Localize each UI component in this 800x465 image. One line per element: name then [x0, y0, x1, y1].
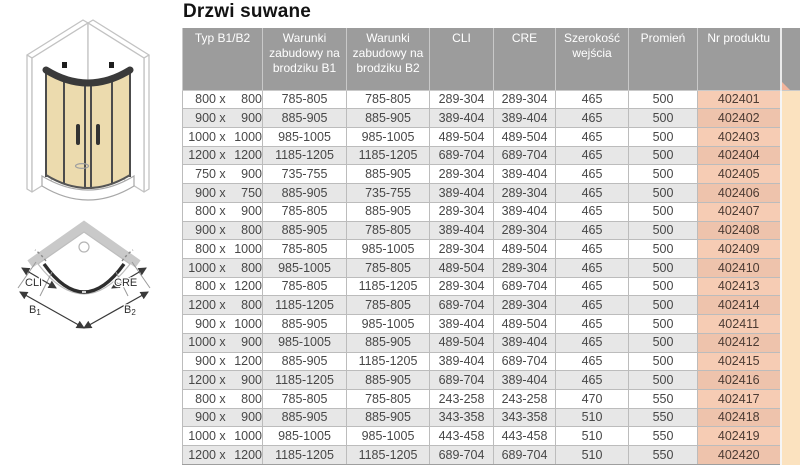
szerokosc-cell: 465	[556, 146, 629, 165]
typ-cell: 750 x 900	[183, 165, 263, 184]
col-header-cli: CLI	[430, 28, 494, 90]
shower-front-diagram	[12, 6, 177, 216]
warunki-b1-cell: 885-905	[263, 315, 347, 334]
typ-cell: 1200 x 1200	[183, 146, 263, 165]
nr-produktu-cell: 402411	[698, 315, 781, 334]
cli-cell: 389-404	[430, 109, 494, 128]
typ-cell: 1000 x 1000	[183, 427, 263, 446]
col-header-cre: CRE	[494, 28, 556, 90]
right-margin-cell	[781, 446, 800, 465]
right-margin-cell	[781, 371, 800, 390]
cre-cell: 343-358	[494, 408, 556, 427]
product-row	[183, 109, 800, 128]
product-row	[183, 184, 800, 203]
product-row	[183, 127, 800, 146]
szerokosc-cell: 465	[556, 109, 629, 128]
cre-cell: 289-304	[494, 90, 556, 109]
promien-cell: 500	[629, 146, 698, 165]
cli-cell: 343-358	[430, 408, 494, 427]
typ-cell: 1000 x 800	[183, 258, 263, 277]
promien-cell: 500	[629, 333, 698, 352]
nr-produktu-cell: 402408	[698, 221, 781, 240]
warunki-b2-cell: 785-805	[347, 258, 430, 277]
col-header-nr-produktu: Nr produktu	[698, 28, 781, 90]
cli-cell: 443-458	[430, 427, 494, 446]
warunki-b2-cell: 785-805	[347, 296, 430, 315]
szerokosc-cell: 470	[556, 390, 629, 409]
nr-produktu-cell: 402407	[698, 202, 781, 221]
promien-cell: 500	[629, 90, 698, 109]
typ-cell: 1200 x 1200	[183, 446, 263, 465]
cli-cell: 389-404	[430, 221, 494, 240]
right-margin-cell	[781, 333, 800, 352]
szerokosc-cell: 465	[556, 221, 629, 240]
col-header-margin	[781, 28, 800, 90]
cre-cell: 489-504	[494, 127, 556, 146]
product-row	[183, 296, 800, 315]
warunki-b1-cell: 785-805	[263, 90, 347, 109]
warunki-b1-cell: 785-805	[263, 240, 347, 259]
warunki-b1-cell: 885-905	[263, 352, 347, 371]
warunki-b1-cell: 785-805	[263, 202, 347, 221]
promien-cell: 550	[629, 427, 698, 446]
right-margin-cell	[781, 296, 800, 315]
promien-cell: 500	[629, 221, 698, 240]
cre-cell: 389-404	[494, 333, 556, 352]
product-row	[183, 146, 800, 165]
typ-cell: 1200 x 800	[183, 296, 263, 315]
promien-cell: 500	[629, 240, 698, 259]
product-row	[183, 90, 800, 109]
shower-top-view-diagram	[12, 216, 177, 351]
product-row	[183, 371, 800, 390]
cre-cell: 689-704	[494, 277, 556, 296]
col-header-typ: Typ B1/B2	[183, 28, 263, 90]
drain	[79, 242, 89, 252]
cli-cell: 489-504	[430, 333, 494, 352]
promien-cell: 550	[629, 390, 698, 409]
typ-cell: 800 x 800	[183, 390, 263, 409]
warunki-b2-cell: 1185-1205	[347, 352, 430, 371]
product-row	[183, 446, 800, 465]
product-row	[183, 165, 800, 184]
right-margin-cell	[781, 315, 800, 334]
szerokosc-cell: 510	[556, 446, 629, 465]
promien-cell: 500	[629, 109, 698, 128]
cre-cell: 289-304	[494, 184, 556, 203]
szerokosc-cell: 465	[556, 333, 629, 352]
warunki-b2-cell: 885-905	[347, 202, 430, 221]
typ-cell: 900 x 1000	[183, 315, 263, 334]
warunki-b2-cell: 885-905	[347, 408, 430, 427]
right-margin-cell	[781, 258, 800, 277]
cre-cell: 689-704	[494, 352, 556, 371]
typ-cell: 900 x 900	[183, 408, 263, 427]
typ-cell: 800 x 800	[183, 90, 263, 109]
cre-cell: 389-404	[494, 371, 556, 390]
szerokosc-cell: 465	[556, 352, 629, 371]
cre-cell: 389-404	[494, 202, 556, 221]
warunki-b1-cell: 735-755	[263, 165, 347, 184]
warunki-b2-cell: 885-905	[347, 165, 430, 184]
product-row	[183, 390, 800, 409]
promien-cell: 550	[629, 446, 698, 465]
cre-label: CRE	[114, 277, 138, 289]
dim-b2	[84, 292, 148, 328]
right-margin-cell	[781, 165, 800, 184]
nr-produktu-cell: 402413	[698, 277, 781, 296]
right-margin-cell	[781, 277, 800, 296]
promien-cell: 500	[629, 371, 698, 390]
typ-cell: 900 x 800	[183, 221, 263, 240]
header-row	[183, 28, 800, 90]
szerokosc-cell: 465	[556, 184, 629, 203]
promien-cell: 500	[629, 127, 698, 146]
nr-produktu-cell: 402416	[698, 371, 781, 390]
szerokosc-cell: 465	[556, 277, 629, 296]
cli-cell: 243-258	[430, 390, 494, 409]
product-row	[183, 352, 800, 371]
product-row	[183, 202, 800, 221]
warunki-b1-cell: 985-1005	[263, 258, 347, 277]
cre-cell: 489-504	[494, 240, 556, 259]
szerokosc-cell: 465	[556, 202, 629, 221]
promien-cell: 500	[629, 165, 698, 184]
cli-cell: 289-304	[430, 202, 494, 221]
promien-cell: 500	[629, 202, 698, 221]
cre-cell: 289-304	[494, 296, 556, 315]
nr-produktu-cell: 402404	[698, 146, 781, 165]
typ-cell: 1000 x 1000	[183, 127, 263, 146]
typ-cell: 1000 x 900	[183, 333, 263, 352]
cli-cell: 289-304	[430, 277, 494, 296]
warunki-b2-cell: 735-755	[347, 184, 430, 203]
warunki-b1-cell: 985-1005	[263, 333, 347, 352]
cre-cell: 689-704	[494, 146, 556, 165]
col-header-warunki-b1: Warunki zabudowy na brodziku B1	[263, 28, 347, 90]
warunki-b1-cell: 1185-1205	[263, 371, 347, 390]
warunki-b1-cell: 885-905	[263, 408, 347, 427]
warunki-b1-cell: 985-1005	[263, 127, 347, 146]
nr-produktu-cell: 402410	[698, 258, 781, 277]
cre-cell: 243-258	[494, 390, 556, 409]
right-margin-cell	[781, 202, 800, 221]
b1-label: B1	[29, 304, 41, 317]
cre-cell: 489-504	[494, 315, 556, 334]
product-row	[183, 258, 800, 277]
nr-produktu-cell: 402405	[698, 165, 781, 184]
product-row	[183, 315, 800, 334]
warunki-b1-cell: 1185-1205	[263, 296, 347, 315]
cli-label: CLI	[25, 277, 43, 289]
warunki-b1-cell: 785-805	[263, 277, 347, 296]
promien-cell: 500	[629, 296, 698, 315]
cre-cell: 389-404	[494, 165, 556, 184]
right-margin-cell	[781, 221, 800, 240]
promien-cell: 500	[629, 258, 698, 277]
warunki-b2-cell: 1185-1205	[347, 277, 430, 296]
nr-produktu-cell: 402403	[698, 127, 781, 146]
col-header-promien: Promień	[629, 28, 698, 90]
cre-cell: 443-458	[494, 427, 556, 446]
cli-cell: 489-504	[430, 127, 494, 146]
product-row	[183, 333, 800, 352]
warunki-b2-cell: 985-1005	[347, 127, 430, 146]
typ-cell: 900 x 900	[183, 109, 263, 128]
nr-produktu-cell: 402409	[698, 240, 781, 259]
product-row	[183, 221, 800, 240]
product-table	[182, 28, 800, 465]
warunki-b1-cell: 885-905	[263, 109, 347, 128]
cli-cell: 689-704	[430, 146, 494, 165]
typ-cell: 900 x 750	[183, 184, 263, 203]
promien-cell: 500	[629, 184, 698, 203]
cli-cell: 389-404	[430, 184, 494, 203]
warunki-b1-cell: 1185-1205	[263, 446, 347, 465]
nr-produktu-cell: 402417	[698, 390, 781, 409]
typ-cell: 900 x 1200	[183, 352, 263, 371]
product-row	[183, 240, 800, 259]
col-header-szerokosc: Szerokość wejścia	[556, 28, 629, 90]
warunki-b1-cell: 885-905	[263, 221, 347, 240]
warunki-b2-cell: 985-1005	[347, 427, 430, 446]
szerokosc-cell: 465	[556, 240, 629, 259]
glass-panels	[46, 72, 130, 189]
right-margin-cell	[781, 352, 800, 371]
szerokosc-cell: 465	[556, 296, 629, 315]
promien-cell: 500	[629, 352, 698, 371]
right-margin-cell	[781, 127, 800, 146]
nr-produktu-cell: 402415	[698, 352, 781, 371]
right-margin-cell	[781, 184, 800, 203]
nr-produktu-cell: 402419	[698, 427, 781, 446]
right-margin-cell	[781, 427, 800, 446]
szerokosc-cell: 510	[556, 427, 629, 446]
cli-cell: 389-404	[430, 315, 494, 334]
cre-cell: 289-304	[494, 258, 556, 277]
szerokosc-cell: 465	[556, 127, 629, 146]
szerokosc-cell: 465	[556, 90, 629, 109]
cre-cell: 689-704	[494, 446, 556, 465]
col-header-warunki-b2: Warunki zabudowy na brodziku B2	[347, 28, 430, 90]
typ-cell: 800 x 1200	[183, 277, 263, 296]
szerokosc-cell: 465	[556, 258, 629, 277]
warunki-b1-cell: 1185-1205	[263, 146, 347, 165]
promien-cell: 550	[629, 408, 698, 427]
right-margin-cell	[781, 240, 800, 259]
warunki-b2-cell: 985-1005	[347, 240, 430, 259]
typ-cell: 1200 x 900	[183, 371, 263, 390]
right-margin-cell	[781, 109, 800, 128]
warunki-b2-cell: 785-805	[347, 221, 430, 240]
right-margin-cell	[781, 408, 800, 427]
nr-produktu-cell: 402402	[698, 109, 781, 128]
nr-produktu-cell: 402414	[698, 296, 781, 315]
cre-cell: 389-404	[494, 109, 556, 128]
corner-marker	[782, 82, 790, 90]
szerokosc-cell: 510	[556, 408, 629, 427]
right-margin-cell	[781, 146, 800, 165]
warunki-b2-cell: 885-905	[347, 371, 430, 390]
cre-cell: 289-304	[494, 221, 556, 240]
szerokosc-cell: 465	[556, 371, 629, 390]
nr-produktu-cell: 402418	[698, 408, 781, 427]
szerokosc-cell: 465	[556, 165, 629, 184]
cli-cell: 389-404	[430, 352, 494, 371]
product-row	[183, 408, 800, 427]
warunki-b1-cell: 885-905	[263, 184, 347, 203]
szerokosc-cell: 465	[556, 315, 629, 334]
cli-cell: 689-704	[430, 371, 494, 390]
warunki-b2-cell: 1185-1205	[347, 446, 430, 465]
nr-produktu-cell: 402412	[698, 333, 781, 352]
typ-cell: 800 x 1000	[183, 240, 263, 259]
right-margin-cell	[781, 90, 800, 109]
nr-produktu-cell: 402420	[698, 446, 781, 465]
cli-cell: 289-304	[430, 90, 494, 109]
promien-cell: 500	[629, 277, 698, 296]
promien-cell: 500	[629, 315, 698, 334]
cli-cell: 289-304	[430, 165, 494, 184]
right-margin-cell	[781, 390, 800, 409]
warunki-b2-cell: 885-905	[347, 109, 430, 128]
cli-cell: 689-704	[430, 296, 494, 315]
warunki-b2-cell: 985-1005	[347, 315, 430, 334]
cli-cell: 289-304	[430, 240, 494, 259]
warunki-b1-cell: 985-1005	[263, 427, 347, 446]
cli-cell: 689-704	[430, 446, 494, 465]
warunki-b2-cell: 1185-1205	[347, 146, 430, 165]
cli-cell: 489-504	[430, 258, 494, 277]
warunki-b1-cell: 785-805	[263, 390, 347, 409]
product-row	[183, 277, 800, 296]
product-row	[183, 427, 800, 446]
nr-produktu-cell: 402401	[698, 90, 781, 109]
typ-cell: 800 x 900	[183, 202, 263, 221]
b2-label: B2	[124, 304, 136, 317]
page-title: Drzwi suwane	[183, 1, 312, 22]
nr-produktu-cell: 402406	[698, 184, 781, 203]
warunki-b2-cell: 885-905	[347, 333, 430, 352]
warunki-b2-cell: 785-805	[347, 390, 430, 409]
warunki-b2-cell: 785-805	[347, 90, 430, 109]
